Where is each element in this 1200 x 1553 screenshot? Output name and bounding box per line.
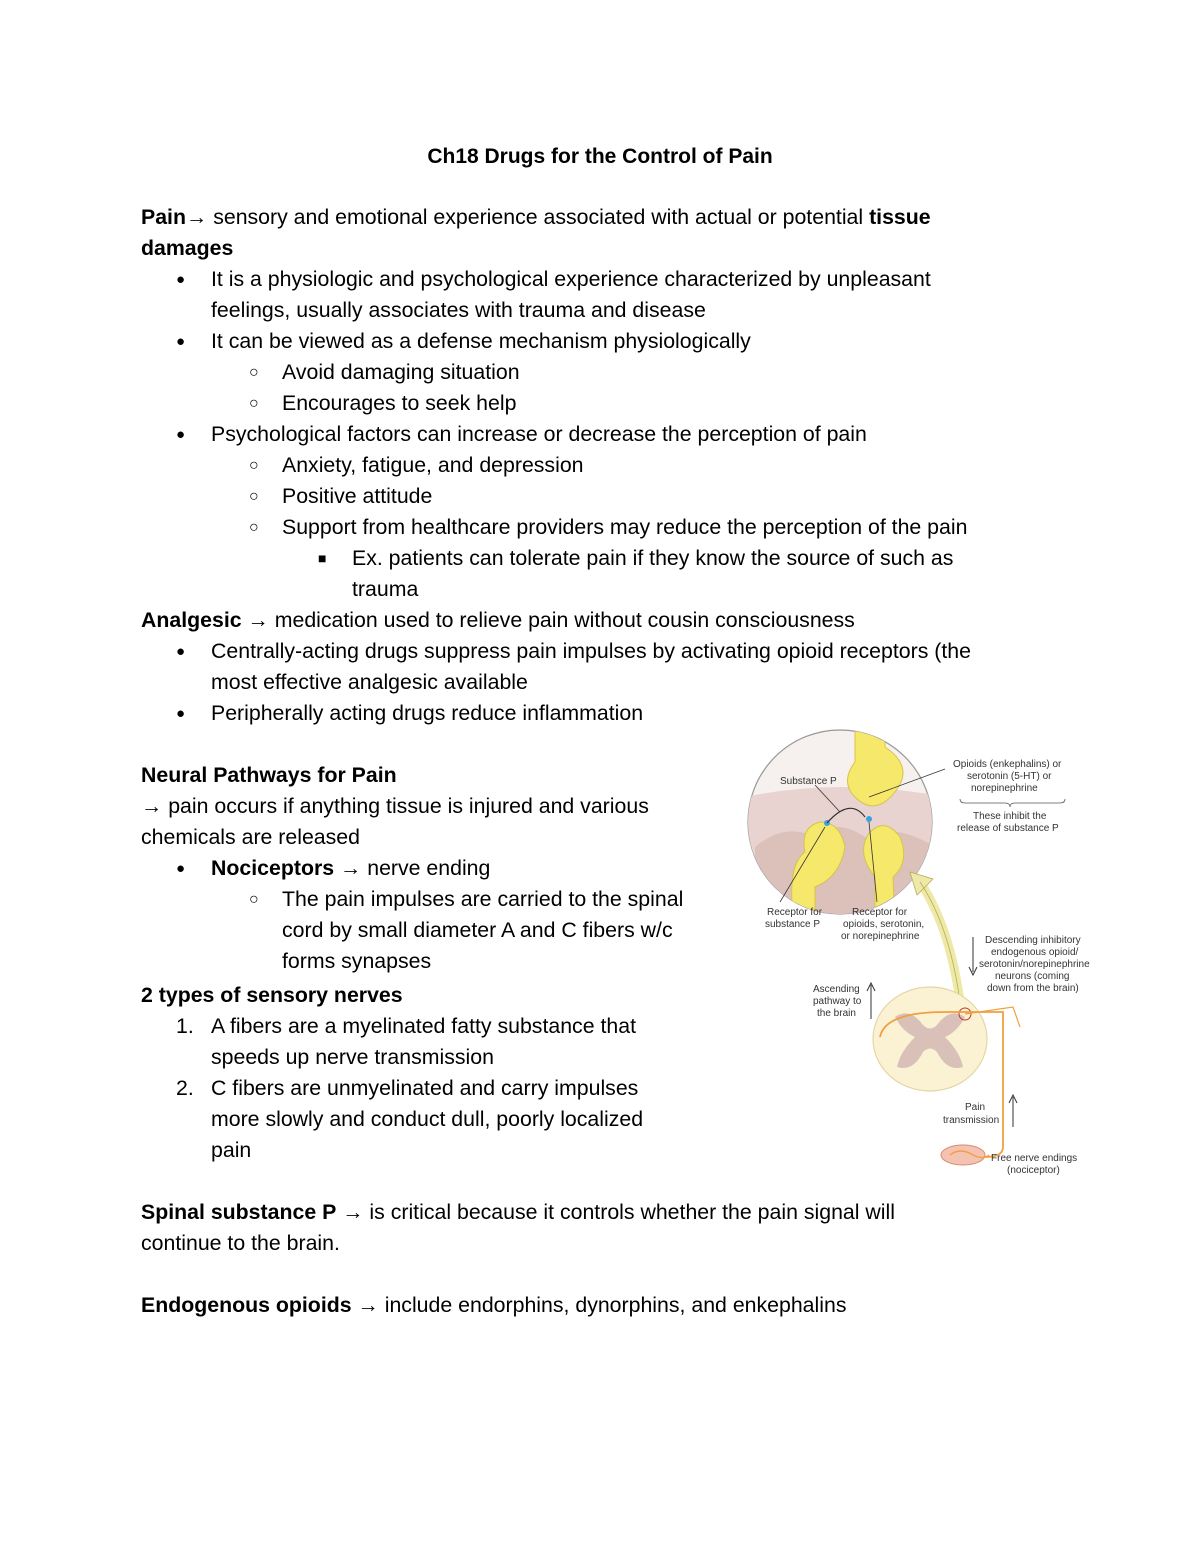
label-opioids-2: serotonin (5-HT) or — [967, 771, 1052, 782]
label-pain-1: Pain — [965, 1102, 986, 1113]
label-ascending-1: Ascending — [813, 984, 860, 995]
bullet-dot-icon: ● — [176, 705, 186, 722]
label-descending-2: endogenous opioid/ — [991, 947, 1079, 958]
bullet-circle-icon: ○ — [249, 519, 259, 536]
label-ascending-3: the brain — [817, 1008, 856, 1019]
label-ascending-2: pathway to — [813, 996, 862, 1007]
list-number-2: 2. — [176, 1076, 194, 1100]
label-pain-2: transmission — [943, 1115, 1000, 1126]
sensory-item-2-line-2: more slowly and conduct dull, poorly localized — [211, 1107, 644, 1131]
bullet-circle-icon: ○ — [249, 395, 259, 412]
pain-term: Pain — [141, 205, 186, 229]
analgesic-bullet-2: Peripherally acting drugs reduce inflammation — [211, 701, 644, 725]
bullet-dot-icon: ● — [176, 860, 186, 877]
nociceptors-sub-line-1: The pain impulses are carried to the spinal — [282, 887, 684, 911]
free-nerve-ending — [941, 1145, 985, 1165]
pain-bullet-1-line-2: feelings, usually associates with trauma and disease — [211, 298, 706, 322]
label-inhibit-1: These inhibit the — [973, 811, 1047, 822]
list-number-1: 1. — [176, 1014, 194, 1038]
pain-bullet-2: It can be viewed as a defense mechanism physiologically — [211, 329, 751, 353]
label-receptor-opioids-2: opioids, serotonin, — [843, 919, 925, 930]
analgesic-definition-line — [141, 605, 855, 636]
nociceptors-sub-line-2: cord by small diameter A and C fibers w/c — [282, 918, 673, 942]
bullet-dot-icon: ● — [176, 333, 186, 350]
label-free-nerve-2: (nociceptor) — [1007, 1165, 1060, 1176]
pain-definition-line — [141, 202, 931, 233]
nociceptors-definition: → nerve ending — [334, 856, 491, 880]
pain-pathway-diagram — [745, 727, 1115, 1187]
label-descending-5: down from the brain) — [987, 983, 1079, 994]
analgesic-definition: → medication used to relieve pain without cousin consciousness — [241, 608, 855, 632]
bullet-circle-icon: ○ — [249, 891, 259, 908]
label-receptor-substance-p-1: Receptor for — [767, 907, 823, 918]
neural-line-2: chemicals are released — [141, 825, 360, 849]
page-title: Ch18 Drugs for the Control of Pain — [427, 145, 773, 168]
opioid-receptor-dot — [866, 816, 872, 822]
endogenous-opioids-definition: → include endorphins, dynorphins, and enkephalins — [351, 1293, 847, 1317]
pain-example-line-2: trauma — [352, 577, 419, 601]
pain-bullet-3-sub-3: Support from healthcare providers may reduce the perception of the pain — [282, 515, 968, 539]
magnify-arrow — [920, 882, 960, 1002]
label-descending-1: Descending inhibitory — [985, 935, 1081, 946]
label-free-nerve-1: Free nerve endings — [991, 1153, 1078, 1164]
bullet-circle-icon: ○ — [249, 488, 259, 505]
sensory-item-1-line-1: A fibers are a myelinated fatty substance that — [211, 1014, 636, 1038]
bullet-circle-icon: ○ — [249, 457, 259, 474]
sensory-item-2-line-3: pain — [211, 1138, 252, 1162]
pain-tissue-bold: tissue — [869, 205, 931, 229]
analgesic-bullet-1-line-1: Centrally-acting drugs suppress pain impulses by activating opioid receptors (the — [211, 639, 971, 663]
analgesic-bullet-1-line-2: most effective analgesic available — [211, 670, 528, 694]
label-inhibit-2: release of substance P — [957, 823, 1059, 834]
pain-bullet-2-sub-2: Encourages to seek help — [282, 391, 517, 415]
substance-p-line-2: continue to the brain. — [141, 1231, 340, 1255]
label-receptor-opioids-1: Receptor for — [852, 907, 908, 918]
pain-damages-bold: damages — [141, 236, 234, 260]
label-descending-3: serotonin/norepinephrine — [979, 959, 1090, 970]
pain-bullet-3-sub-2: Positive attitude — [282, 484, 433, 508]
substance-p-definition: → is critical because it controls whether the pain signal will — [336, 1200, 895, 1224]
bullet-circle-icon: ○ — [249, 364, 259, 381]
neural-line-1: → pain occurs if anything tissue is injured and various — [141, 794, 649, 818]
pain-bullet-1-line-1: It is a physiologic and psychological experience characterized by unpleasant — [211, 267, 931, 291]
label-receptor-opioids-3: or norepinephrine — [841, 931, 920, 942]
label-receptor-substance-p-2: substance P — [765, 919, 821, 930]
bullet-dot-icon: ● — [176, 271, 186, 288]
endogenous-opioids-term: Endogenous opioids — [141, 1293, 352, 1317]
pain-bullet-2-sub-1: Avoid damaging situation — [282, 360, 520, 384]
label-opioids-1: Opioids (enkephalins) or — [953, 759, 1062, 770]
nociceptors-term: Nociceptors — [211, 856, 335, 880]
sensory-nerves-heading: 2 types of sensory nerves — [141, 983, 403, 1007]
nociceptors-line — [211, 853, 490, 884]
substance-p-line-1 — [141, 1197, 895, 1228]
label-substance-p: Substance P — [780, 776, 837, 787]
label-opioids-3: norepinephrine — [971, 783, 1038, 794]
pain-definition: → sensory and emotional experience associated with actual or potential — [185, 205, 870, 229]
analgesic-term: Analgesic — [141, 608, 242, 632]
sensory-item-2-line-1: C fibers are unmyelinated and carry impulses — [211, 1076, 639, 1100]
substance-p-term: Spinal substance P — [141, 1200, 337, 1224]
pain-bullet-3-sub-1: Anxiety, fatigue, and depression — [282, 453, 584, 477]
bullet-dot-icon: ● — [176, 643, 186, 660]
bullet-square-icon: ■ — [318, 550, 327, 566]
bullet-dot-icon: ● — [176, 426, 186, 443]
sensory-item-1-line-2: speeds up nerve transmission — [211, 1045, 494, 1069]
nociceptors-sub-line-3: forms synapses — [282, 949, 432, 973]
pain-example-line-1: Ex. patients can tolerate pain if they know the source of such as — [352, 546, 954, 570]
neural-pathways-heading: Neural Pathways for Pain — [141, 763, 397, 787]
pain-bullet-3: Psychological factors can increase or decrease the perception of pain — [211, 422, 867, 446]
label-descending-4: neurons (coming — [995, 971, 1070, 982]
endogenous-opioids-line — [141, 1290, 847, 1321]
